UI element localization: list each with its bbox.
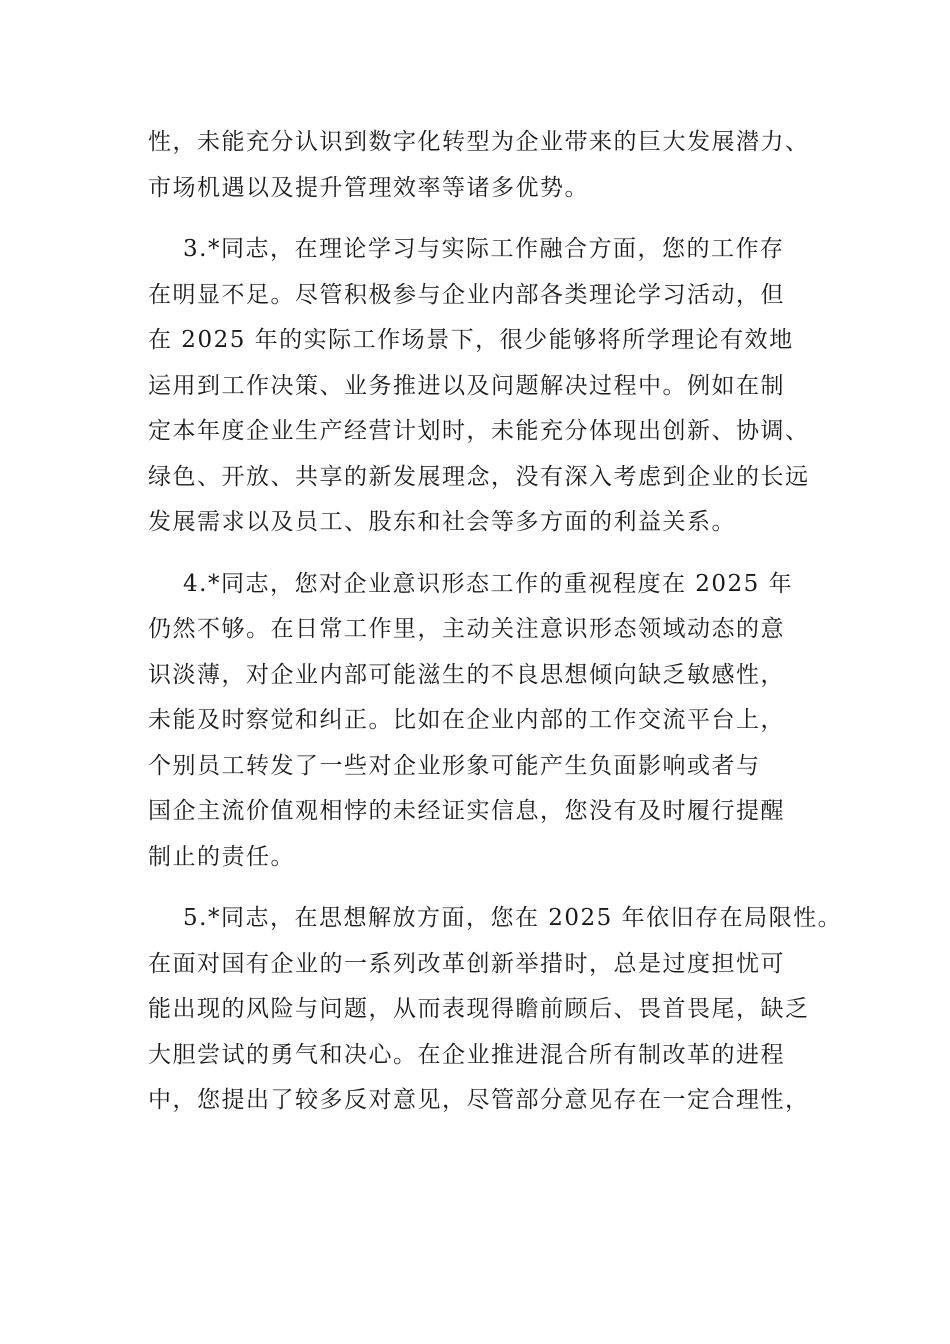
text-line: 仍然不够。在日常工作里，主动关注意识形态领域动态的意: [148, 616, 785, 642]
text-line: 中，您提出了较多反对意见，尽管部分意见存在一定合理性，: [148, 1087, 810, 1113]
text-line: 大胆尝试的勇气和决心。在企业推进混合所有制改革的进程: [148, 1041, 785, 1068]
text-line: 制止的责任。: [148, 843, 295, 870]
text-line: 在 2025 年的实际工作场景下，很少能够将所学理论有效地: [148, 327, 794, 353]
text-line: 发展需求以及员工、股东和社会等多方面的利益关系。: [148, 509, 736, 535]
text-line: 绿色、开放、共享的新发展理念，没有深入考虑到企业的长远: [148, 463, 810, 490]
paragraph-item-5: [148, 896, 843, 1124]
paragraph-continuation: [148, 120, 808, 211]
text-line: 能出现的风险与问题，从而表现得瞻前顾后、畏首畏尾，缺乏: [148, 996, 810, 1022]
text-line: 定本年度企业生产经营计划时，未能充分体现出创新、协调、: [148, 418, 810, 444]
text-line: 在明显不足。尽管积极参与企业内部各类理论学习活动，但: [148, 281, 785, 308]
text-line: 性，未能充分认识到数字化转型为企业带来的巨大发展潜力、: [148, 129, 810, 155]
text-line: 个别员工转发了一些对企业形象可能产生负面影响或者与: [148, 752, 761, 779]
text-line: 识淡薄，对企业内部可能滋生的不良思想倾向缺乏敏感性，: [148, 661, 785, 688]
document-body: [148, 120, 843, 1124]
text-line: 4.*同志，您对企业意识形态工作的重视程度在 2025 年: [183, 570, 794, 597]
text-line: 未能及时察觉和纠正。比如在企业内部的工作交流平台上，: [148, 707, 785, 733]
text-line: 5.*同志，在思想解放方面，您在 2025 年依旧存在局限性。: [183, 905, 843, 931]
text-line: 市场机遇以及提升管理效率等诸多优势。: [148, 174, 589, 201]
text-line: 在面对国有企业的一系列改革创新举措时，总是过度担忧可: [148, 950, 785, 977]
text-line: 运用到工作决策、业务推进以及问题解决过程中。例如在制: [148, 372, 785, 399]
paragraph-item-4: [148, 562, 808, 881]
text-line: 国企主流价值观相悖的未经证实信息，您没有及时履行提醒: [148, 798, 785, 824]
text-line: 3.*同志，在理论学习与实际工作融合方面，您的工作存: [183, 236, 785, 262]
paragraph-item-3: [148, 227, 808, 546]
